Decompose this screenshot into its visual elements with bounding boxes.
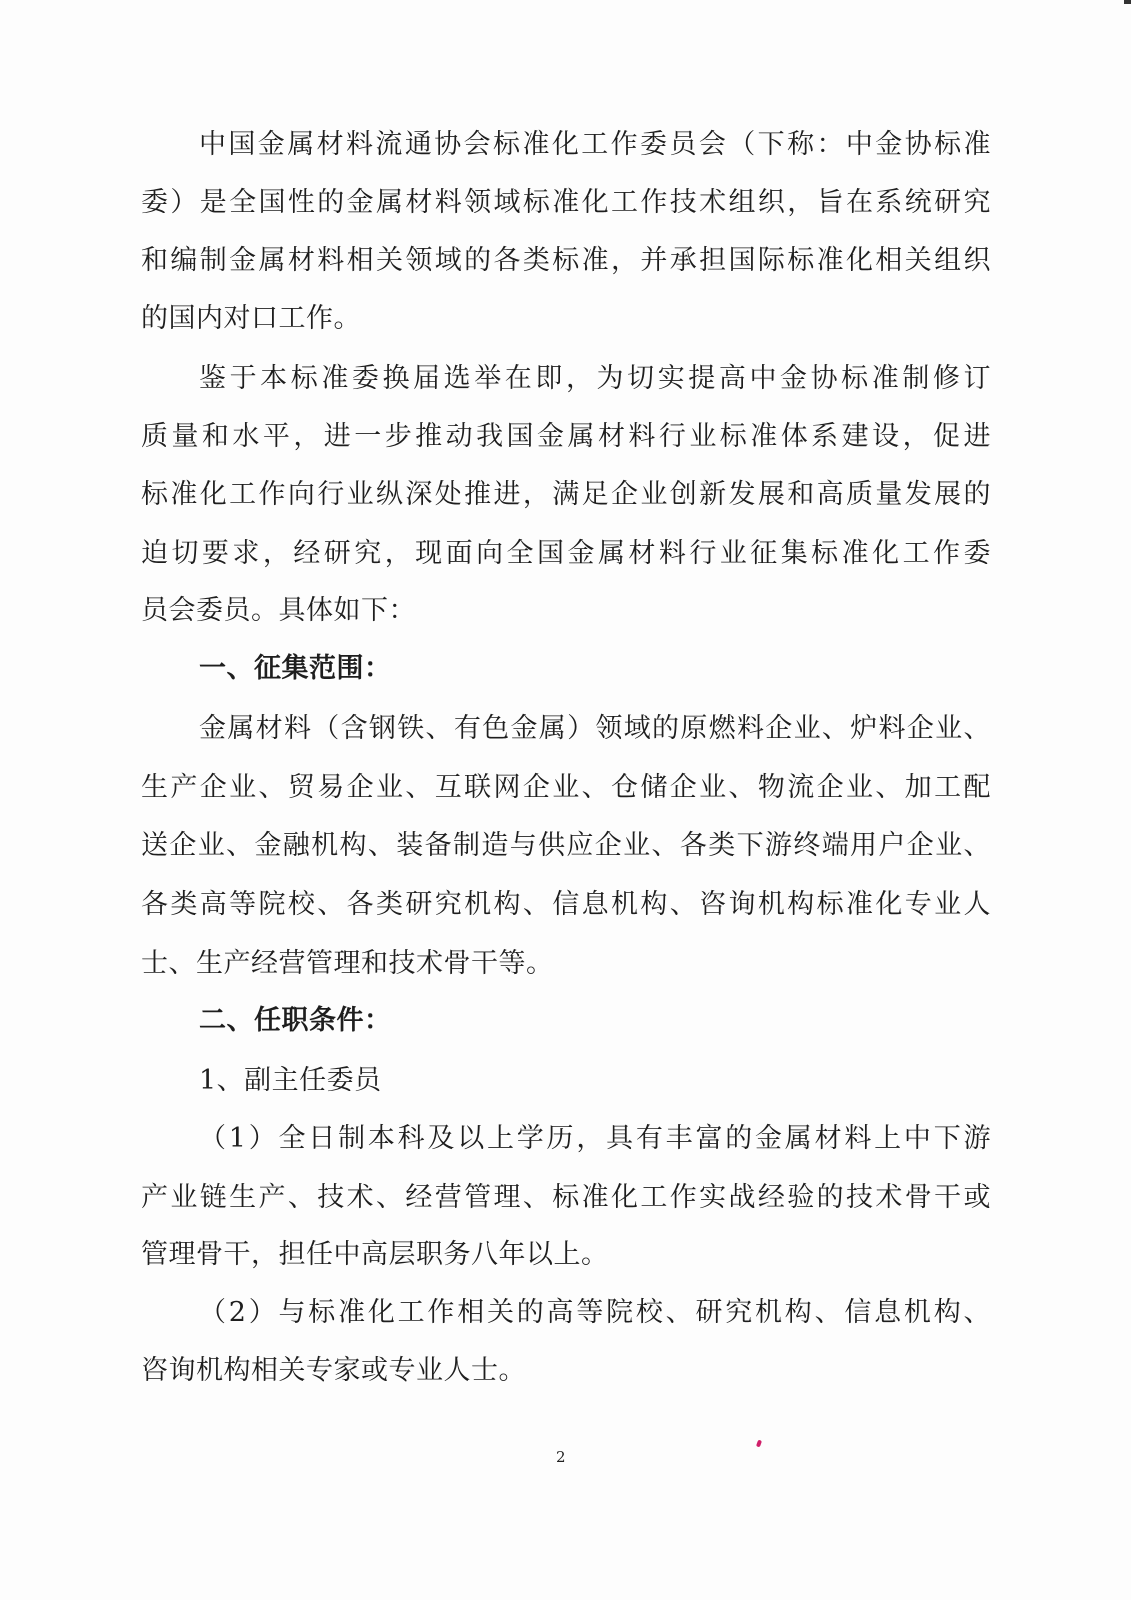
paragraph-1-line-1: 中国金属材料流通协会标准化工作委员会（下称：中金协标准 <box>199 129 991 160</box>
item-2-line-2: 咨询机构相关专家或专业人士。 <box>141 1355 526 1386</box>
paragraph-2-line-3: 标准化工作向行业纵深处推进，满足企业创新发展和高质量发展的 <box>141 479 991 510</box>
item-1-line-3: 管理骨干，担任中高层职务八年以上。 <box>141 1239 609 1270</box>
paragraph-2-line-1: 鉴于本标准委换届选举在即，为切实提高中金协标准制修订 <box>199 363 991 394</box>
scan-corner-mark <box>1124 0 1131 4</box>
paragraph-3-line-5: 士、生产经营管理和技术骨干等。 <box>141 948 554 979</box>
section-heading-1: 一、征集范围： <box>199 653 392 684</box>
paragraph-1-line-4: 的国内对口工作。 <box>141 303 361 334</box>
paragraph-3-line-2: 生产企业、贸易企业、互联网企业、仓储企业、物流企业、加工配 <box>141 772 991 803</box>
paragraph-2-line-5: 员会委员。具体如下： <box>141 595 416 626</box>
paragraph-3-line-4: 各类高等院校、各类研究机构、信息机构、咨询机构标准化专业人 <box>141 889 991 920</box>
paragraph-3-line-3: 送企业、金融机构、装备制造与供应企业、各类下游终端用户企业、 <box>141 830 991 861</box>
page-number: 2 <box>556 1448 566 1466</box>
paragraph-2-line-2: 质量和水平，进一步推动我国金属材料行业标准体系建设，促进 <box>141 421 991 452</box>
subsection-vice-director: 1、副主任委员 <box>199 1065 382 1096</box>
section-heading-2: 二、任职条件： <box>199 1005 392 1036</box>
paragraph-1-line-2: 委）是全国性的金属材料领域标准化工作技术组织，旨在系统研究 <box>141 187 991 218</box>
item-1-line-1: （1）全日制本科及以上学历，具有丰富的金属材料上中下游 <box>199 1123 991 1154</box>
paragraph-3-line-1: 金属材料（含钢铁、有色金属）领域的原燃料企业、炉料企业、 <box>199 713 991 744</box>
paragraph-1-line-3: 和编制金属材料相关领域的各类标准，并承担国际标准化相关组织 <box>141 245 991 276</box>
stray-ink-mark <box>756 1440 762 1448</box>
item-1-line-2: 产业链生产、技术、经营管理、标准化工作实战经验的技术骨干或 <box>141 1182 991 1213</box>
paragraph-2-line-4: 迫切要求，经研究，现面向全国金属材料行业征集标准化工作委 <box>141 538 991 569</box>
item-2-line-1: （2）与标准化工作相关的高等院校、研究机构、信息机构、 <box>199 1297 991 1328</box>
